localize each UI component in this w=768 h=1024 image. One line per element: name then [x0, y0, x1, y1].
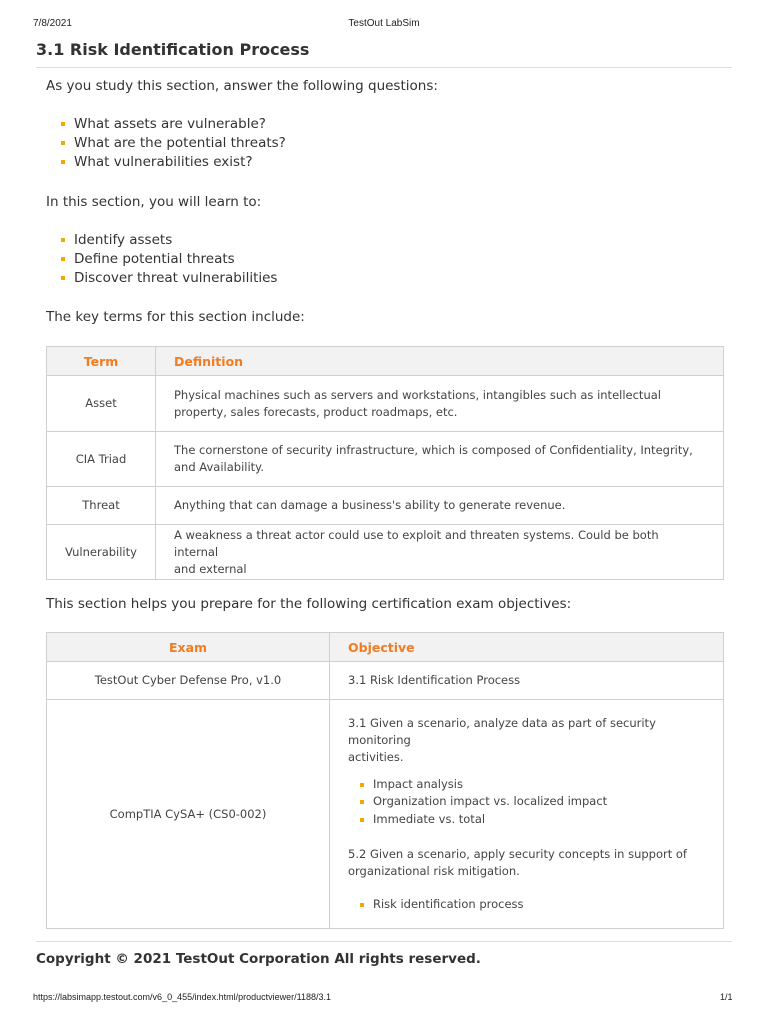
definition-cell: A weakness a threat actor could use to exploit and threaten systems. Could be both internal and external: [156, 525, 724, 580]
objectives-intro: This section helps you prepare for the following certification exam objectives:: [46, 596, 572, 612]
objective-list: [348, 776, 705, 829]
list-item: Define potential threats: [74, 250, 277, 269]
print-url: https://labsimapp.testout.com/v6_0_455/index.html/productviewer/1188/3.1: [33, 992, 332, 1002]
objective-text: monitoring: [348, 732, 411, 747]
objective-text: 3.1 Given a scenario, analyze data as part of security: [348, 715, 656, 730]
intro-text: As you study this section, answer the following questions:: [46, 78, 438, 94]
exam-cell: CompTIA CySA+ (CS0-002): [47, 700, 330, 929]
definition-cell: The cornerstone of security infrastructure, which is composed of Confidentiality, Integrity, and Availability.: [156, 432, 724, 487]
objective-cell: [330, 700, 724, 929]
table-row: [47, 700, 724, 929]
definition-cell: Anything that can damage a business's ability to generate revenue.: [156, 487, 724, 525]
section-title: 3.1 Risk Identification Process: [36, 40, 310, 59]
term-cell: Vulnerability: [47, 525, 156, 580]
footer-divider: [36, 941, 732, 942]
objective-cell: 3.1 Risk Identification Process: [330, 662, 724, 700]
exam-objectives-table: [46, 632, 724, 929]
list-item: Identify assets: [74, 231, 277, 250]
list-item: What are the potential threats?: [74, 135, 286, 151]
key-terms-intro: The key terms for this section include:: [46, 309, 305, 325]
term-column-header: Term: [47, 347, 156, 376]
learn-list: [74, 231, 277, 288]
table-row: [47, 376, 724, 432]
list-item: What vulnerabilities exist?: [74, 153, 286, 172]
list-item: Organization impact vs. localized impact: [373, 793, 705, 811]
table-header-row: [47, 347, 724, 376]
list-item: Immediate vs. total: [373, 811, 705, 829]
table-row: [47, 662, 724, 700]
table-row: [47, 432, 724, 487]
print-date: 7/8/2021: [33, 18, 72, 29]
objective-text: organizational risk mitigation.: [348, 864, 520, 878]
term-cell: CIA Triad: [47, 432, 156, 487]
list-item: Discover threat vulnerabilities: [74, 270, 278, 286]
questions-list: [74, 115, 286, 172]
key-terms-table: [46, 346, 724, 580]
definition-column-header: Definition: [156, 347, 724, 376]
exam-cell: TestOut Cyber Defense Pro, v1.0: [47, 662, 330, 700]
exam-column-header: Exam: [47, 633, 330, 662]
table-row: [47, 525, 724, 580]
list-item: Risk identification process: [373, 896, 705, 914]
objective-text: activities.: [348, 749, 404, 764]
list-item: What assets are vulnerable?: [74, 115, 286, 134]
objective-list: [348, 896, 705, 914]
print-app-title: TestOut LabSim: [348, 18, 420, 29]
term-cell: Threat: [47, 487, 156, 525]
title-divider: [36, 67, 732, 68]
table-header-row: [47, 633, 724, 662]
learn-intro: In this section, you will learn to:: [46, 194, 262, 210]
definition-cell: Physical machines such as servers and workstations, intangibles such as intellectual property, sales forecasts, product roadmaps, etc.: [156, 376, 724, 432]
copyright-text: Copyright © 2021 TestOut Corporation All rights reserved.: [36, 951, 481, 967]
term-cell: Asset: [47, 376, 156, 432]
table-row: [47, 487, 724, 525]
list-item: Impact analysis: [373, 776, 705, 794]
objective-column-header: Objective: [330, 633, 724, 662]
objective-text: 5.2 Given a scenario, apply security concepts in support of: [348, 847, 687, 861]
print-page-number: 1/1: [720, 992, 733, 1002]
